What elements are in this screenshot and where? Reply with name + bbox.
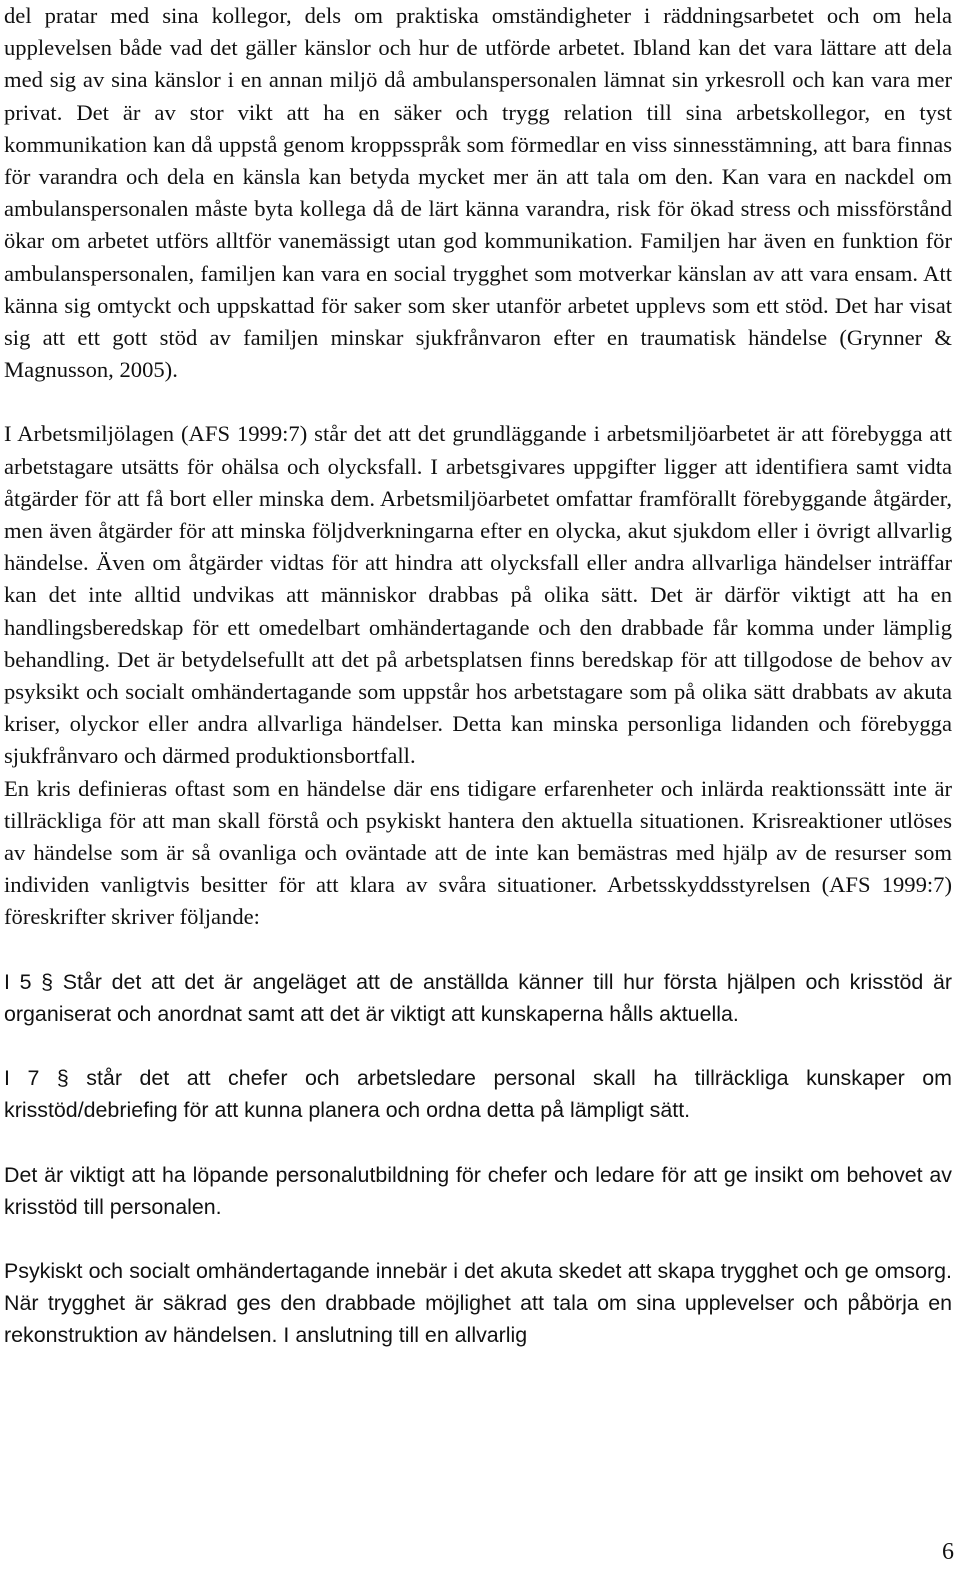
- paragraph-family-support: del pratar med sina kollegor, dels om praktiska omständigheter i räddningsarbetet och om hela upplevelsen både vad det gäller känslor och hur de utförde arbetet. Ibland kan det vara lättare att dela med sig av sina känslor i en annan miljö då ambulanspersonalen lämnat sin yrkesroll och kan vara mer privat. Det är av stor vikt att ha en säker och trygg relation till sina arbetskollegor, en tyst kommunikation kan då uppstå genom kroppsspråk som förmedlar en viss sinnesstämning, att bara finnas för varandra och dela en känsla kan betyda mycket mer än att tala om den. Kan vara en nackdel om ambulanspersonalen måste byta kollega då de lärt känna varandra, risk för ökad stress och missförstånd ökar om arbetet utförs alltför vanemässigt utan god kommunikation. Familjen har även en funktion för ambulanspersonalen, familjen kan vara en social trygghet som motverkar känslan av att vara ensam. Att känna sig omtyckt och uppskattad för saker som sker utanför arbetet upplevs som ett stöd. Det har visat sig att ett gott stöd av familjen minskar sjukfrånvaron efter en traumatisk händelse (Grynner & Magnusson, 2005).: [4, 3, 952, 383]
- document-page: [4, 0, 952, 1352]
- paragraph-work-environment-law: I Arbetsmiljölagen (AFS 1999:7) står det att det grundläggande i arbetsmiljöarbetet är att förebygga att arbetstagare utsätts för ohälsa och olycksfall. I arbetsgivares uppgifter ligger att identifiera samt vidta åtgärder för att få bort eller minska dem. Arbetsmiljöarbetet omfattar framförallt förebyggande åtgärder, men även åtgärder för att minska följdverkningarna efter en olycka, akut sjukdom eller i övrigt allvarlig händelse. Även om åtgärder vidtas för att hindra att olycksfall eller andra allvarliga händelser inträffar kan det inte alltid undvikas att människor drabbas på olika sätt. Det är därför viktigt att ha en handlingsberedskap för ett omedelbart omhändertagande och den drabbade får komma under lämplig behandling. Det är betydelsefullt att det på arbetsplatsen finns beredskap för att tillgodose de behov av psyksikt och socialt omhändertagande som uppstår hos arbetstagare som på olika sätt drabbats av akuta kriser, olyckor eller andra allvarliga händelser. Detta kan minska personliga lidanden och förebygga sjukfrånvaro och därmed produktionsbortfall.: [4, 421, 952, 769]
- paragraph-psychosocial-care: Psykiskt och socialt omhändertagande innebär i det akuta skedet att skapa trygghet och ge omsorg. När trygghet är säkrad ges den drabbade möjlighet att tala om sina upplevelser och påbörja en rekonstruktion av händelsen. I anslutning till en allvarlig: [4, 1258, 952, 1348]
- paragraph-spacer: [4, 1030, 952, 1062]
- paragraph-spacer: [4, 1127, 952, 1159]
- page-number: 6: [942, 1539, 954, 1565]
- paragraph-spacer: [4, 934, 952, 966]
- paragraph-section-7: I 7 § står det att chefer och arbetsledare personal skall ha tillräckliga kunskaper om krisstöd/debriefing för att kunna planera och ordna detta på lämpligt sätt.: [4, 1066, 952, 1123]
- paragraph-staff-training: Det är viktigt att ha löpande personalutbildning för chefer och ledare för att ge insikt om behovet av krisstöd till personalen.: [4, 1162, 952, 1219]
- paragraph-crisis-definition: En kris definieras oftast som en händelse där ens tidigare erfarenheter och inlärda reaktionssätt inte är tillräckliga för att man skall förstå och psykiskt hantera den aktuella situationen. Krisreaktioner utlöses av händelse som är så ovanliga och oväntade att de inte kan bemästras med hjälp av de resurser som individen vanligtvis besitter för att klara av svåra situationer. Arbetsskyddsstyrelsen (AFS 1999:7) föreskrifter skriver följande:: [4, 775, 952, 930]
- paragraph-section-5: I 5 § Står det att det är angeläget att de anställda känner till hur första hjälpen och krisstöd är organiserat och anordnat samt att det är viktigt att kunskaperna hålls aktuella.: [4, 969, 952, 1026]
- paragraph-spacer: [4, 1223, 952, 1255]
- paragraph-spacer: [4, 386, 952, 418]
